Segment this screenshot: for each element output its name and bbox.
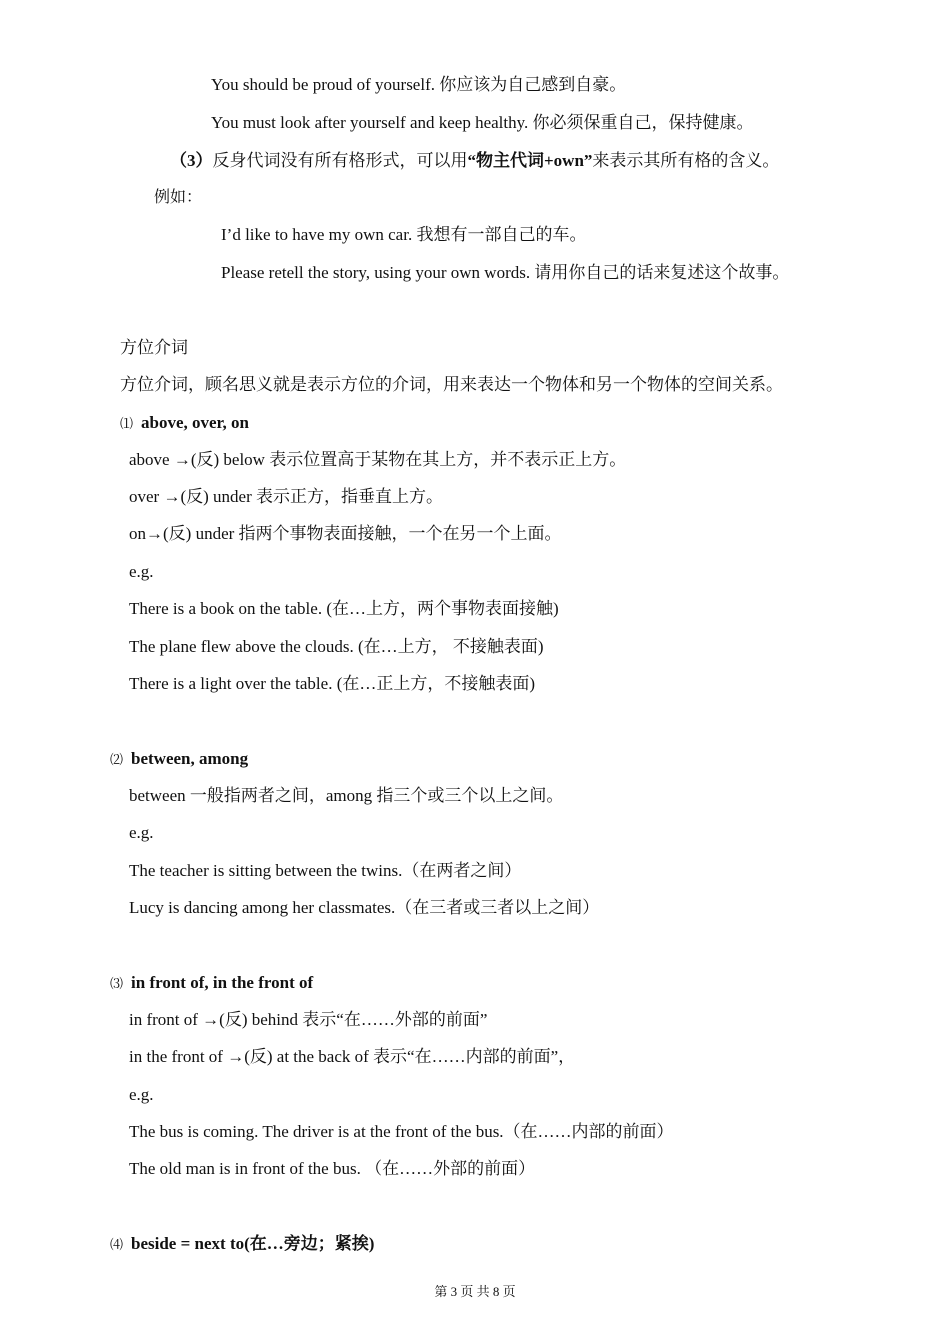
page-footer: 第 3 页 共 8 页 <box>434 1284 516 1299</box>
content-line: The plane flew above the clouds. (在…上方， 不接触表面) <box>129 637 544 656</box>
content-line: Lucy is dancing among her classmates.（在三者或三者以上之间） <box>129 898 600 917</box>
eg-label: 例如： <box>154 189 203 206</box>
rule-text: 来表示其所有格的含义。 <box>592 151 780 170</box>
content-line: between 一般指两者之间，among 指三个或三个以上之间。 <box>129 786 564 805</box>
subsection-number: ⑶ <box>110 976 124 991</box>
content-line: There is a light over the table. (在…正上方，不接触表面) <box>129 674 536 693</box>
content-line: The teacher is sitting between the twins.（在两者之间） <box>129 861 522 880</box>
content-line: e.g. <box>129 1085 154 1104</box>
example-sentence: Please retell the story, using your own words. 请用你自己的话来复述这个故事。 <box>221 263 790 282</box>
subsection-title-text: in front of, in the front of <box>131 973 314 992</box>
example-sentence: I’d like to have my own car. 我想有一部自己的车。 <box>221 225 587 244</box>
subsection-number: ⑵ <box>110 752 124 767</box>
rule-3 <box>170 150 779 172</box>
subsection-title-text: between, among <box>131 749 249 768</box>
section-heading: 方位介词 <box>120 338 188 357</box>
example-sentence: You must look after yourself and keep healthy. 你必须保重自己，保持健康。 <box>211 113 754 132</box>
subsection-number: ⑷ <box>110 1237 124 1252</box>
subsection-title-text: beside = next to(在…旁边；紧挨) <box>131 1234 375 1253</box>
subsection-title <box>120 412 249 435</box>
content-line: e.g. <box>129 823 154 842</box>
content-line: There is a book on the table. (在…上方，两个事物表面接触) <box>129 599 559 618</box>
content-line: in the front of →(反) at the back of 表示“在……内部的前面”， <box>129 1047 576 1066</box>
content-line: The bus is coming. The driver is at the front of the bus.（在……内部的前面） <box>129 1122 674 1141</box>
content-line: The old man is in front of the bus. （在……外部的前面） <box>129 1159 536 1178</box>
rule-highlight: “物主代词+own” <box>467 151 593 170</box>
subsection-title-text: above, over, on <box>141 413 250 432</box>
rule-text: 反身代词没有所有格形式，可以用 <box>212 151 468 170</box>
content-line: above →(反) below 表示位置高于某物在其上方，并不表示正上方。 <box>129 450 627 469</box>
content-line: e.g. <box>129 562 154 581</box>
content-line: over →(反) under 表示正方，指垂直上方。 <box>129 487 443 506</box>
subsection-title <box>110 972 313 995</box>
content-line: on→(反) under 指两个事物表面接触，一个在另一个上面。 <box>129 524 562 543</box>
content-line: in front of →(反) behind 表示“在……外部的前面” <box>129 1010 488 1029</box>
subsection-title <box>110 748 248 771</box>
section-intro: 方位介词，顾名思义就是表示方位的介词，用来表达一个物体和另一个物体的空间关系。 <box>120 375 783 394</box>
subsection-number: ⑴ <box>120 416 134 431</box>
example-sentence: You should be proud of yourself. 你应该为自己感到自豪。 <box>211 75 627 94</box>
subsection-title <box>110 1233 374 1256</box>
rule-number: （3） <box>170 151 213 170</box>
